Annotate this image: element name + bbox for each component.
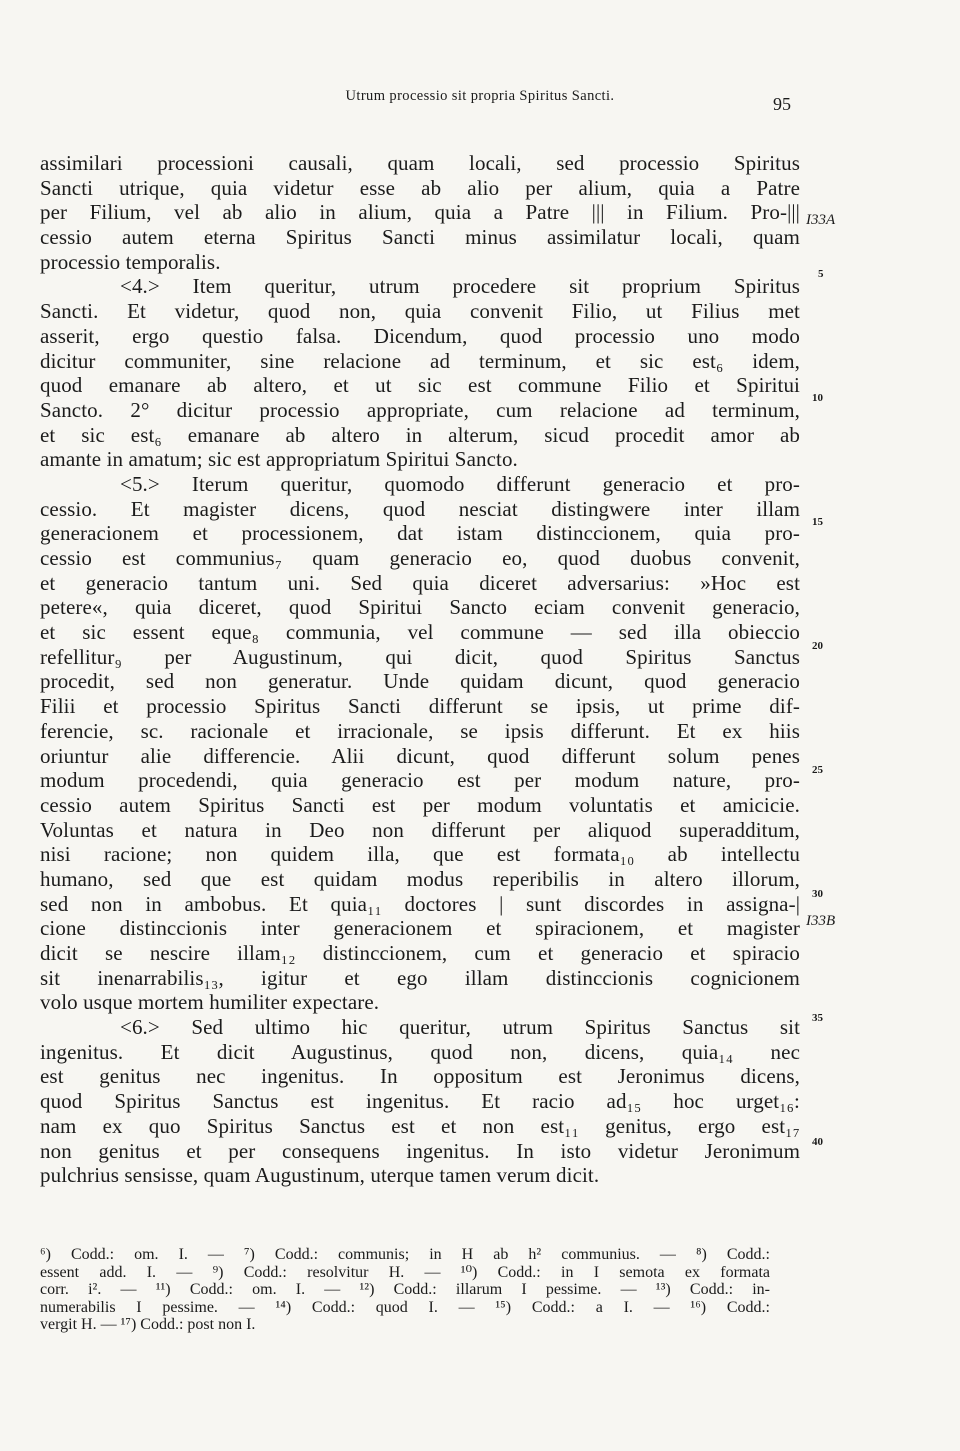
margin-line-number: 10	[812, 392, 823, 404]
margin-folio-ref: I33A	[806, 212, 836, 228]
text-line: dicit se nescire illam₁₂ distinccionem, cum et generacio et spiracio	[40, 941, 800, 965]
text-line: oriuntur alie differencie. Alii dicunt, quod differunt solum penes	[40, 743, 800, 768]
text-line: Sancti. Et videtur, quod non, quia convenit Filio, ut Filius met	[40, 299, 800, 324]
text-line: ingenitus. Et dicit Augustinus, quod non, dicens, quia₁₄ nec	[40, 1039, 800, 1064]
margin-line-number: 25	[812, 764, 823, 776]
text-line: nam ex quo Spiritus Sanctus est et non est₁₁ genitus, ergo est₁₇	[40, 1113, 800, 1138]
text-line: volo usque mortem humiliter expectare.	[40, 990, 380, 1015]
text-line: procedit, sed non generatur. Unde quidam dicunt, quod generacio	[40, 669, 800, 694]
text-line: per Filium, vel ab alio in alium, quia a Patre ||| in Filium. Pro-|||	[40, 200, 800, 225]
text-line: et sic essent eque₈ communia, vel commune — sed illa obieccio	[40, 620, 800, 645]
text-line: refellitur₉ per Augustinum, qui dicit, quod Spiritus Sanctus	[40, 644, 800, 669]
text-line: et sic est₆ emanare ab altero in alterum, sicud procedit amor ab	[40, 422, 800, 447]
text-line: sed non in ambobus. Et quia₁₁ doctores | sunt discordes in assigna-|	[40, 891, 800, 916]
text-line: processio temporalis.	[40, 249, 221, 274]
text-line: cessio autem Spiritus Sancti est per modum voluntatis et amicicie.	[40, 792, 800, 817]
footnote-line: corr. i². — ¹¹) Codd.: om. I. — ¹²) Codd.: illarum I pessime. — ¹³) Codd.: in-	[40, 1281, 770, 1298]
page-number: 95	[773, 94, 791, 114]
footnote-line: vergit H. — ¹⁷) Codd.: post non I.	[40, 1316, 256, 1333]
running-title: Utrum processio sit propria Spiritus Sancti.	[345, 88, 615, 104]
text-line: non genitus et per consequens ingenitus. In isto videtur Jeronimum	[40, 1138, 800, 1163]
footnote-line: numerabilis I pessime. — ¹⁴) Codd.: quod I. — ¹⁵) Codd.: a I. — ¹⁶) Codd.:	[40, 1298, 770, 1316]
text-line: modum procedendi, quia generacio est per modum nature, pro-	[40, 768, 800, 793]
margin-line-number: 40	[812, 1136, 823, 1148]
margin-line-number: 30	[812, 888, 823, 900]
text-line: humano, sed que est quidam modus reperibilis in altero illorum,	[40, 866, 800, 891]
text-line: generacionem et processionem, dat istam distinccionem, quia pro-	[40, 521, 800, 546]
text-line: <6.> Sed ultimo hic queritur, utrum Spiritus Sanctus sit	[120, 1015, 800, 1040]
text-line: <4.> Item queritur, utrum procedere sit proprium Spiritus	[120, 274, 800, 299]
text-line: cessio. Et magister dicens, quod nesciat distingwere inter illam	[40, 496, 800, 521]
text-line: quod Spiritus Sanctus est ingenitus. Et racio ad₁₅ hoc urget₁₆:	[40, 1089, 800, 1114]
margin-line-number: 35	[812, 1012, 823, 1024]
text-line: quod emanare ab altero, et ut sic est commune Filio et Spiritui	[40, 373, 800, 398]
text-line: cione distinccionis inter generacionem et spiracionem, et magister	[40, 916, 800, 941]
text-line: cessio autem eterna Spiritus Sancti minus assimilatur locali, quam	[40, 225, 800, 250]
text-line: nisi racione; non quidem illa, que est formata₁₀ ab intellectu	[40, 842, 800, 867]
body-text	[40, 151, 800, 1188]
footnote-line: ⁶) Codd.: om. I. — ⁷) Codd.: communis; in H ab h² communius. — ⁸) Codd.:	[40, 1246, 770, 1263]
text-line: Voluntas et natura in Deo non differunt per aliquod superadditum,	[40, 817, 800, 842]
text-line: Sancti utrique, quia videtur esse ab alio per alium, quia a Patre	[40, 175, 800, 200]
text-line: cessio est communius₇ quam generacio eo, quod duobus convenit,	[40, 546, 800, 570]
footnotes	[40, 1246, 770, 1334]
margin-line-number: 20	[812, 640, 823, 652]
text-line: ferencie, sc. racionale et irracionale, se ipsis differunt. Et ex hiis	[40, 718, 800, 743]
text-line: est genitus nec ingenitus. In oppositum est Jeronimus dicens,	[40, 1064, 800, 1089]
margin-folio-ref: I33B	[806, 913, 836, 929]
text-line: sit inenarrabilis₁₃, igitur et ego illam distinccionis cognicionem	[40, 965, 800, 990]
text-line: Filii et processio Spiritus Sancti differunt se ipsis, ut prime dif-	[40, 694, 800, 719]
text-line: assimilari processioni causali, quam locali, sed processio Spiritus	[40, 151, 800, 175]
text-line: dicitur communiter, sine relacione ad terminum, et sic est₆ idem,	[40, 348, 800, 373]
text-line: <5.> Iterum queritur, quomodo differunt generacio et pro-	[120, 471, 800, 496]
text-line: pulchrius sensisse, quam Augustinum, uterque tamen verum dicit.	[40, 1163, 600, 1188]
text-line: amante in amatum; sic est appropriatum Spiritui Sancto.	[40, 447, 518, 472]
text-line: asserit, ergo questio falsa. Dicendum, quod processio uno modo	[40, 323, 800, 348]
margin-line-number: 15	[812, 516, 823, 528]
text-line: et generacio tantum uni. Sed quia diceret adversarius: »Hoc est	[40, 570, 800, 595]
margin-line-number: 5	[818, 268, 824, 280]
footnote-line: essent add. I. — ⁹) Codd.: resolvitur H. — ¹⁰) Codd.: in I semota ex formata	[40, 1263, 770, 1281]
text-line: Sancto. 2° dicitur processio appropriate, cum relacione ad terminum,	[40, 397, 800, 422]
text-line: petere«, quia diceret, quod Spiritui Sancto eciam convenit generacio,	[40, 595, 800, 620]
